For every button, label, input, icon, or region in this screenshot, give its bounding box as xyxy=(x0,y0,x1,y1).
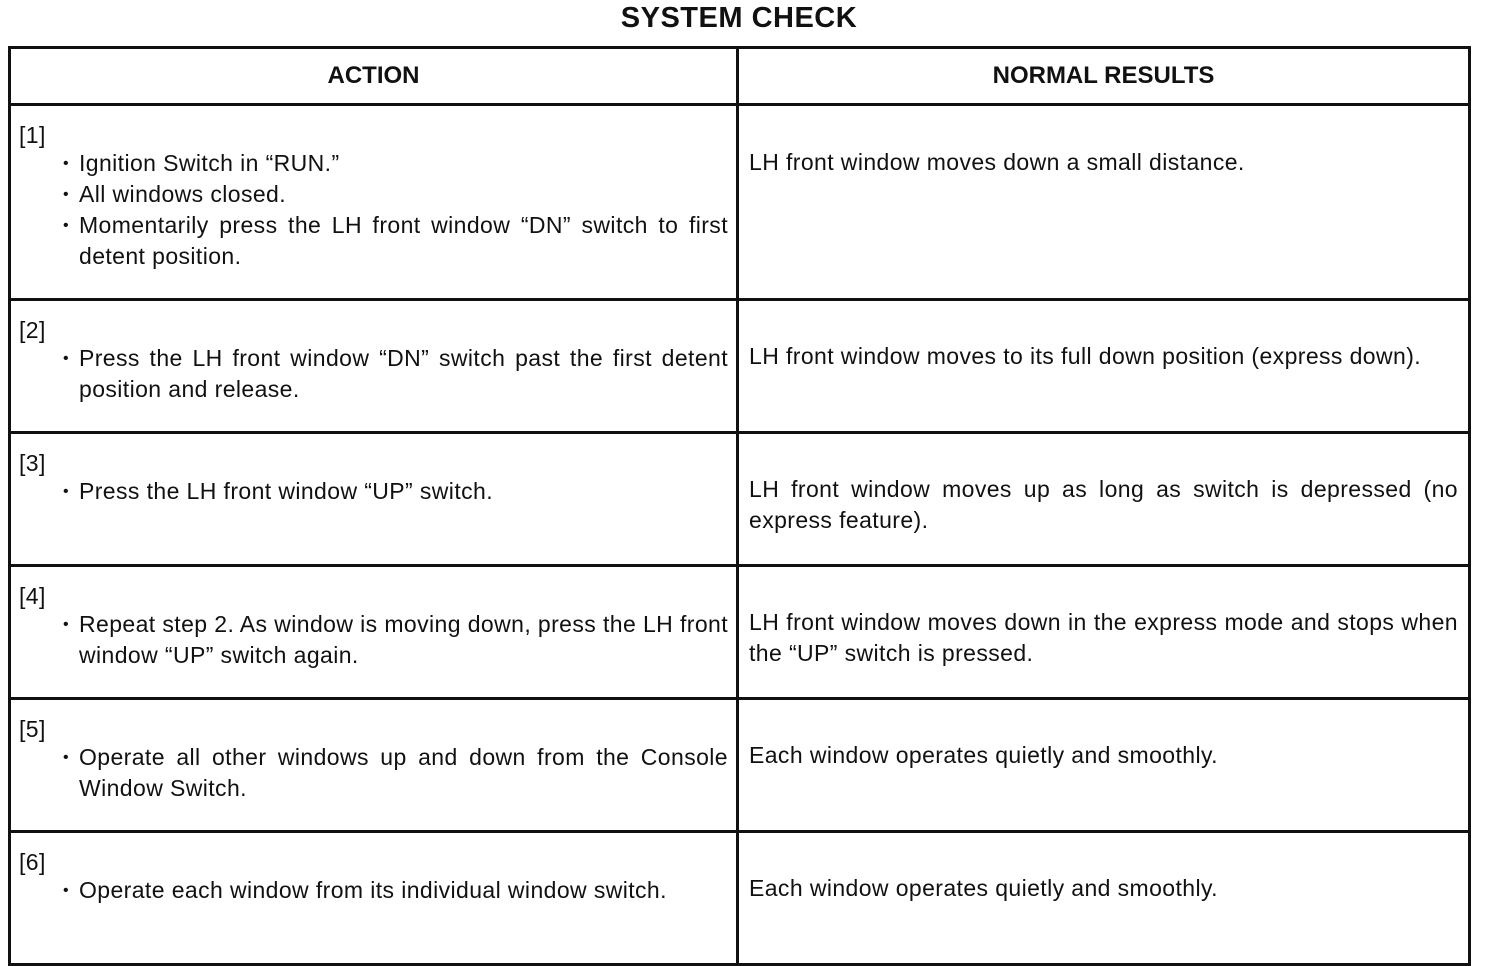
action-bullet: • Operate each window from its individual window switch. xyxy=(57,875,728,906)
table-row xyxy=(10,699,1470,832)
results-column-header: NORMAL RESULTS xyxy=(738,48,1470,105)
step-number: [6] xyxy=(19,849,46,875)
table-row xyxy=(10,105,1470,300)
step-number: [1] xyxy=(19,122,46,148)
action-bullet: • Momentarily press the LH front window “DN” switch to first detent position. xyxy=(57,210,728,272)
action-cell xyxy=(10,566,738,699)
table-row xyxy=(10,300,1470,433)
result-text: LH front window moves up as long as switch is depressed (no express feature). xyxy=(749,476,1458,533)
action-bullet-list xyxy=(19,476,728,507)
action-bullet: • Operate all other windows up and down from the Console Window Switch. xyxy=(57,742,728,804)
result-text: LH front window moves down in the express mode and stops when the “UP” switch is pressed. xyxy=(749,609,1458,666)
action-bullet-list xyxy=(19,609,728,671)
system-check-table xyxy=(8,46,1471,966)
action-bullet: • Press the LH front window “DN” switch past the first detent position and release. xyxy=(57,343,728,405)
action-bullet-list xyxy=(19,875,728,906)
action-cell xyxy=(10,105,738,300)
action-bullet: • Ignition Switch in “RUN.” xyxy=(57,148,728,179)
action-cell xyxy=(10,433,738,566)
result-cell xyxy=(738,699,1470,832)
step-number: [4] xyxy=(19,583,46,609)
result-text: Each window operates quietly and smoothly. xyxy=(749,742,1218,768)
action-bullet-list xyxy=(19,742,728,804)
result-cell xyxy=(738,105,1470,300)
action-bullet: • Repeat step 2. As window is moving down, press the LH front window “UP” switch again. xyxy=(57,609,728,671)
result-text: LH front window moves to its full down position (express down). xyxy=(749,343,1422,369)
step-number: [3] xyxy=(19,450,46,476)
step-number: [2] xyxy=(19,317,46,343)
action-bullet-list xyxy=(19,148,728,272)
action-cell xyxy=(10,832,738,965)
table-row xyxy=(10,832,1470,965)
action-cell xyxy=(10,699,738,832)
action-cell xyxy=(10,300,738,433)
result-cell xyxy=(738,566,1470,699)
result-cell xyxy=(738,832,1470,965)
result-cell xyxy=(738,300,1470,433)
action-column-header: ACTION xyxy=(10,48,738,105)
step-number: [5] xyxy=(19,716,46,742)
result-text: Each window operates quietly and smoothly. xyxy=(749,875,1218,901)
result-text: LH front window moves down a small distance. xyxy=(749,149,1245,175)
table-header-row xyxy=(10,48,1470,105)
action-bullet: • All windows closed. xyxy=(57,179,728,210)
table-row xyxy=(10,433,1470,566)
action-bullet: • Press the LH front window “UP” switch. xyxy=(57,476,728,507)
action-bullet-list xyxy=(19,343,728,405)
result-cell xyxy=(738,433,1470,566)
table-row xyxy=(10,566,1470,699)
page-title: SYSTEM CHECK xyxy=(620,2,858,34)
